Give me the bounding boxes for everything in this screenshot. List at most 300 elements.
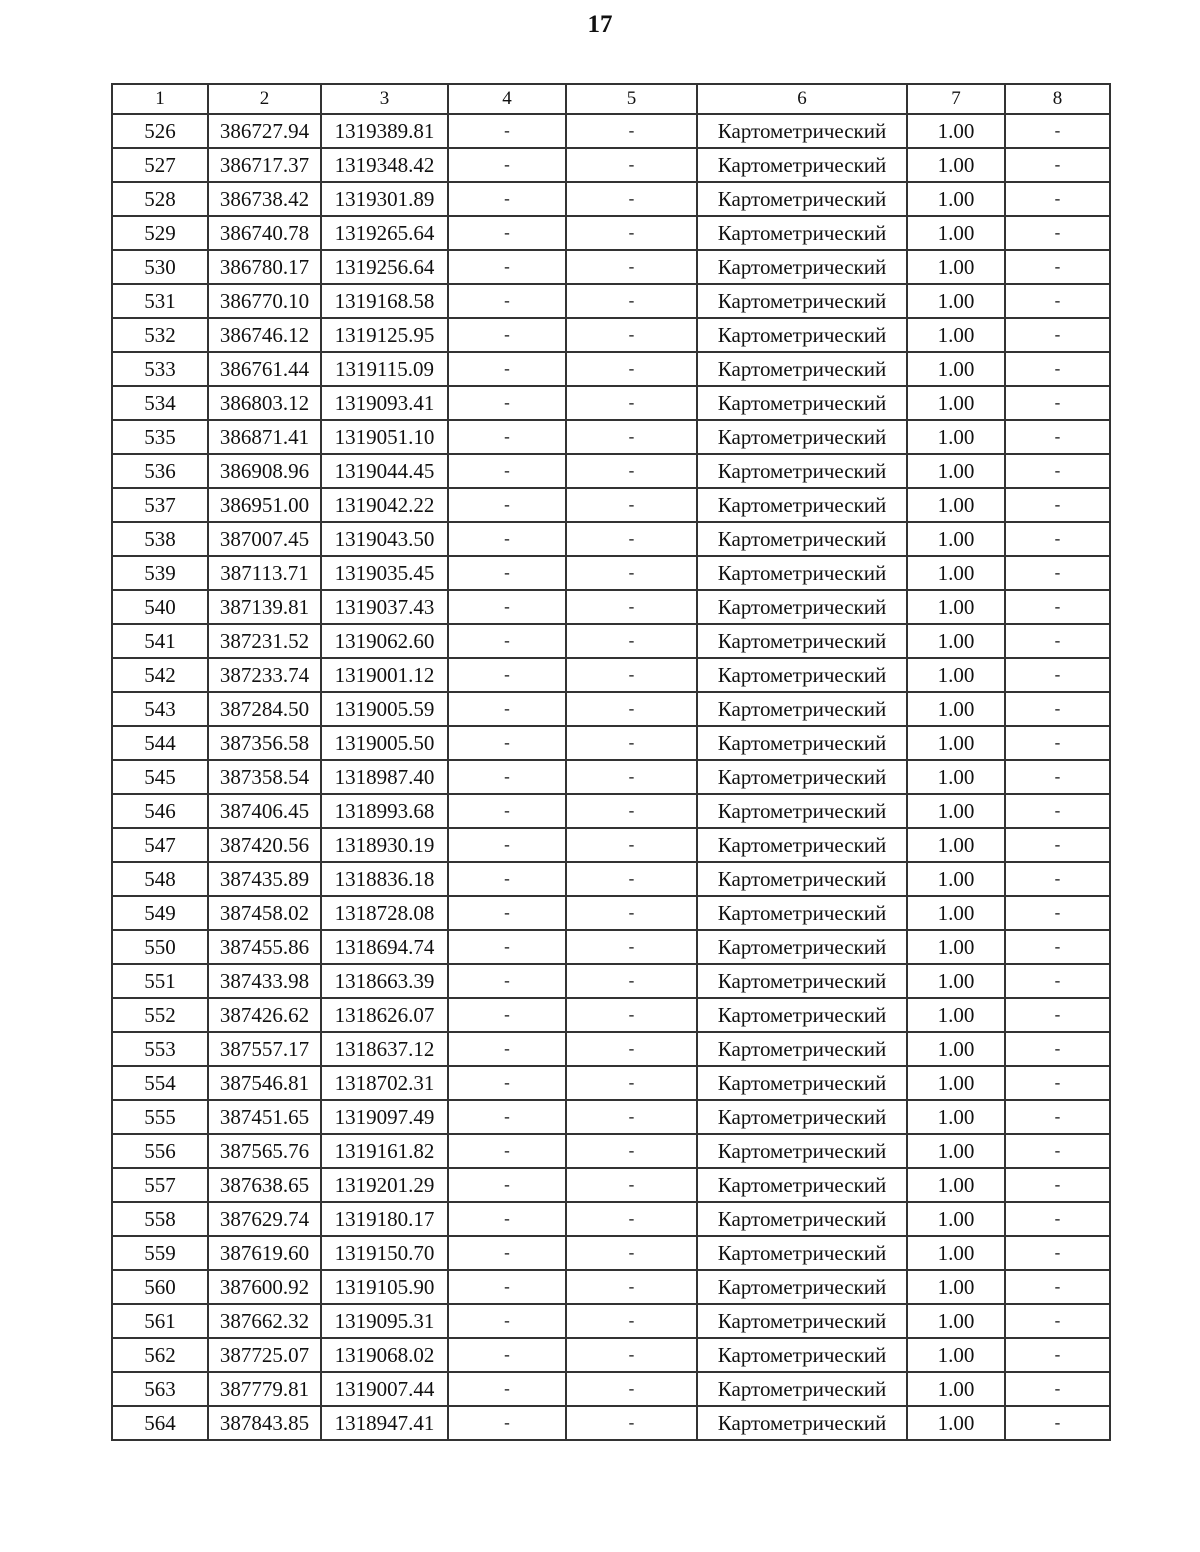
table-row <box>112 658 1110 692</box>
table-row <box>112 522 1110 556</box>
cell-accuracy: 1.00 <box>907 692 1005 726</box>
cell-col-8: - <box>1005 896 1110 930</box>
cell-accuracy: 1.00 <box>907 522 1005 556</box>
cell-coord-y: 1318993.68 <box>321 794 448 828</box>
table-row <box>112 488 1110 522</box>
cell-coord-y: 1319265.64 <box>321 216 448 250</box>
cell-coord-y: 1318626.07 <box>321 998 448 1032</box>
cell-accuracy: 1.00 <box>907 998 1005 1032</box>
cell-coord-y: 1319093.41 <box>321 386 448 420</box>
cell-method: Картометрический <box>697 216 907 250</box>
cell-point-number: 537 <box>112 488 208 522</box>
cell-coord-y: 1318987.40 <box>321 760 448 794</box>
cell-col-8: - <box>1005 760 1110 794</box>
cell-coord-x: 387231.52 <box>208 624 321 658</box>
cell-method: Картометрический <box>697 1304 907 1338</box>
cell-method: Картометрический <box>697 828 907 862</box>
cell-accuracy: 1.00 <box>907 352 1005 386</box>
cell-method: Картометрический <box>697 1066 907 1100</box>
cell-col-5: - <box>566 998 697 1032</box>
cell-point-number: 555 <box>112 1100 208 1134</box>
cell-col-8: - <box>1005 522 1110 556</box>
cell-accuracy: 1.00 <box>907 284 1005 318</box>
cell-col-8: - <box>1005 1372 1110 1406</box>
cell-col-5: - <box>566 284 697 318</box>
cell-accuracy: 1.00 <box>907 590 1005 624</box>
cell-col-5: - <box>566 1304 697 1338</box>
cell-col-5: - <box>566 1100 697 1134</box>
cell-coord-y: 1319105.90 <box>321 1270 448 1304</box>
cell-accuracy: 1.00 <box>907 1236 1005 1270</box>
cell-col-5: - <box>566 896 697 930</box>
cell-coord-y: 1319180.17 <box>321 1202 448 1236</box>
cell-accuracy: 1.00 <box>907 1270 1005 1304</box>
table-row <box>112 998 1110 1032</box>
table-row <box>112 862 1110 896</box>
cell-point-number: 540 <box>112 590 208 624</box>
cell-coord-x: 387139.81 <box>208 590 321 624</box>
cell-accuracy: 1.00 <box>907 148 1005 182</box>
cell-col-4: - <box>448 454 566 488</box>
cell-coord-y: 1319005.59 <box>321 692 448 726</box>
cell-coord-x: 387007.45 <box>208 522 321 556</box>
cell-coord-x: 387284.50 <box>208 692 321 726</box>
page-number: 17 <box>587 11 613 38</box>
cell-point-number: 542 <box>112 658 208 692</box>
cell-col-5: - <box>566 692 697 726</box>
cell-coord-x: 387433.98 <box>208 964 321 998</box>
table-row <box>112 1338 1110 1372</box>
cell-method: Картометрический <box>697 794 907 828</box>
cell-method: Картометрический <box>697 1270 907 1304</box>
cell-point-number: 561 <box>112 1304 208 1338</box>
cell-accuracy: 1.00 <box>907 658 1005 692</box>
table-row <box>112 1100 1110 1134</box>
coordinates-table <box>111 83 1111 1441</box>
cell-col-4: - <box>448 1134 566 1168</box>
cell-coord-y: 1319115.09 <box>321 352 448 386</box>
cell-point-number: 563 <box>112 1372 208 1406</box>
cell-coord-y: 1318702.31 <box>321 1066 448 1100</box>
cell-method: Картометрический <box>697 386 907 420</box>
cell-col-4: - <box>448 148 566 182</box>
cell-coord-y: 1318637.12 <box>321 1032 448 1066</box>
cell-point-number: 545 <box>112 760 208 794</box>
cell-col-5: - <box>566 148 697 182</box>
cell-col-4: - <box>448 1338 566 1372</box>
cell-col-4: - <box>448 1066 566 1100</box>
cell-method: Картометрический <box>697 692 907 726</box>
cell-coord-y: 1319095.31 <box>321 1304 448 1338</box>
table-row <box>112 896 1110 930</box>
cell-col-4: - <box>448 964 566 998</box>
cell-col-8: - <box>1005 250 1110 284</box>
cell-col-5: - <box>566 658 697 692</box>
cell-method: Картометрический <box>697 522 907 556</box>
cell-method: Картометрический <box>697 318 907 352</box>
table-row <box>112 318 1110 352</box>
cell-coord-y: 1319051.10 <box>321 420 448 454</box>
column-header-6: 6 <box>697 84 907 114</box>
cell-col-4: - <box>448 386 566 420</box>
cell-col-4: - <box>448 1032 566 1066</box>
cell-coord-x: 386951.00 <box>208 488 321 522</box>
cell-col-4: - <box>448 182 566 216</box>
table-body <box>112 114 1110 1440</box>
cell-col-5: - <box>566 1270 697 1304</box>
cell-point-number: 557 <box>112 1168 208 1202</box>
cell-accuracy: 1.00 <box>907 420 1005 454</box>
cell-col-4: - <box>448 1100 566 1134</box>
table-row <box>112 148 1110 182</box>
cell-col-5: - <box>566 1372 697 1406</box>
cell-coord-y: 1319062.60 <box>321 624 448 658</box>
cell-accuracy: 1.00 <box>907 1406 1005 1440</box>
table-row <box>112 828 1110 862</box>
cell-coord-x: 387435.89 <box>208 862 321 896</box>
cell-accuracy: 1.00 <box>907 386 1005 420</box>
table-row <box>112 352 1110 386</box>
cell-col-5: - <box>566 318 697 352</box>
cell-point-number: 541 <box>112 624 208 658</box>
cell-accuracy: 1.00 <box>907 726 1005 760</box>
cell-coord-y: 1318663.39 <box>321 964 448 998</box>
table-row <box>112 1066 1110 1100</box>
cell-col-4: - <box>448 318 566 352</box>
cell-coord-y: 1319256.64 <box>321 250 448 284</box>
table-row <box>112 1372 1110 1406</box>
column-header-8: 8 <box>1005 84 1110 114</box>
cell-col-5: - <box>566 182 697 216</box>
table-row <box>112 284 1110 318</box>
cell-accuracy: 1.00 <box>907 964 1005 998</box>
cell-method: Картометрический <box>697 1372 907 1406</box>
table-row <box>112 964 1110 998</box>
cell-coord-y: 1319168.58 <box>321 284 448 318</box>
cell-accuracy: 1.00 <box>907 216 1005 250</box>
table-row <box>112 1236 1110 1270</box>
cell-coord-y: 1318728.08 <box>321 896 448 930</box>
cell-coord-y: 1319005.50 <box>321 726 448 760</box>
cell-col-8: - <box>1005 1066 1110 1100</box>
table-row <box>112 420 1110 454</box>
cell-point-number: 528 <box>112 182 208 216</box>
cell-point-number: 550 <box>112 930 208 964</box>
cell-point-number: 560 <box>112 1270 208 1304</box>
cell-col-4: - <box>448 998 566 1032</box>
cell-method: Картометрический <box>697 1168 907 1202</box>
cell-method: Картометрический <box>697 250 907 284</box>
cell-col-8: - <box>1005 590 1110 624</box>
cell-coord-y: 1319301.89 <box>321 182 448 216</box>
cell-coord-x: 387546.81 <box>208 1066 321 1100</box>
cell-col-4: - <box>448 420 566 454</box>
cell-col-8: - <box>1005 1304 1110 1338</box>
cell-coord-x: 387565.76 <box>208 1134 321 1168</box>
cell-accuracy: 1.00 <box>907 862 1005 896</box>
cell-accuracy: 1.00 <box>907 114 1005 148</box>
cell-col-5: - <box>566 1338 697 1372</box>
cell-method: Картометрический <box>697 726 907 760</box>
cell-col-5: - <box>566 522 697 556</box>
cell-coord-y: 1319125.95 <box>321 318 448 352</box>
cell-point-number: 553 <box>112 1032 208 1066</box>
cell-col-5: - <box>566 216 697 250</box>
cell-col-5: - <box>566 1134 697 1168</box>
cell-accuracy: 1.00 <box>907 1202 1005 1236</box>
cell-col-4: - <box>448 726 566 760</box>
cell-point-number: 527 <box>112 148 208 182</box>
cell-col-8: - <box>1005 828 1110 862</box>
cell-col-8: - <box>1005 1168 1110 1202</box>
cell-point-number: 532 <box>112 318 208 352</box>
cell-coord-y: 1319044.45 <box>321 454 448 488</box>
cell-col-5: - <box>566 250 697 284</box>
cell-coord-x: 387426.62 <box>208 998 321 1032</box>
cell-point-number: 543 <box>112 692 208 726</box>
cell-col-5: - <box>566 556 697 590</box>
cell-method: Картометрический <box>697 454 907 488</box>
cell-coord-x: 386740.78 <box>208 216 321 250</box>
cell-col-8: - <box>1005 624 1110 658</box>
column-header-3: 3 <box>321 84 448 114</box>
cell-point-number: 558 <box>112 1202 208 1236</box>
cell-coord-y: 1319097.49 <box>321 1100 448 1134</box>
cell-col-5: - <box>566 1236 697 1270</box>
table-row <box>112 1270 1110 1304</box>
table-row <box>112 556 1110 590</box>
cell-col-5: - <box>566 420 697 454</box>
cell-coord-x: 386727.94 <box>208 114 321 148</box>
cell-coord-y: 1318930.19 <box>321 828 448 862</box>
cell-col-5: - <box>566 1202 697 1236</box>
cell-col-4: - <box>448 1236 566 1270</box>
cell-col-4: - <box>448 692 566 726</box>
cell-coord-x: 387358.54 <box>208 760 321 794</box>
cell-method: Картометрический <box>697 964 907 998</box>
table-row <box>112 692 1110 726</box>
cell-coord-y: 1319068.02 <box>321 1338 448 1372</box>
table-row <box>112 624 1110 658</box>
cell-col-8: - <box>1005 998 1110 1032</box>
cell-coord-x: 387233.74 <box>208 658 321 692</box>
cell-point-number: 564 <box>112 1406 208 1440</box>
cell-col-5: - <box>566 794 697 828</box>
cell-accuracy: 1.00 <box>907 182 1005 216</box>
cell-col-8: - <box>1005 454 1110 488</box>
cell-col-8: - <box>1005 1100 1110 1134</box>
cell-accuracy: 1.00 <box>907 794 1005 828</box>
cell-coord-x: 387451.65 <box>208 1100 321 1134</box>
cell-col-5: - <box>566 1406 697 1440</box>
cell-col-8: - <box>1005 114 1110 148</box>
cell-point-number: 538 <box>112 522 208 556</box>
cell-accuracy: 1.00 <box>907 1100 1005 1134</box>
cell-point-number: 552 <box>112 998 208 1032</box>
cell-col-4: - <box>448 1406 566 1440</box>
cell-coord-y: 1319042.22 <box>321 488 448 522</box>
table-row <box>112 386 1110 420</box>
cell-coord-x: 387420.56 <box>208 828 321 862</box>
cell-col-8: - <box>1005 1134 1110 1168</box>
table-row <box>112 1032 1110 1066</box>
cell-point-number: 544 <box>112 726 208 760</box>
cell-point-number: 530 <box>112 250 208 284</box>
cell-col-5: - <box>566 930 697 964</box>
cell-col-8: - <box>1005 1406 1110 1440</box>
cell-point-number: 536 <box>112 454 208 488</box>
cell-col-8: - <box>1005 216 1110 250</box>
cell-col-8: - <box>1005 658 1110 692</box>
cell-col-8: - <box>1005 726 1110 760</box>
cell-coord-x: 386738.42 <box>208 182 321 216</box>
cell-col-4: - <box>448 556 566 590</box>
cell-col-8: - <box>1005 420 1110 454</box>
cell-coord-x: 386761.44 <box>208 352 321 386</box>
cell-col-4: - <box>448 590 566 624</box>
cell-point-number: 531 <box>112 284 208 318</box>
cell-coord-x: 386780.17 <box>208 250 321 284</box>
cell-col-4: - <box>448 896 566 930</box>
column-header-2: 2 <box>208 84 321 114</box>
cell-method: Картометрический <box>697 1202 907 1236</box>
table-row <box>112 726 1110 760</box>
cell-method: Картометрический <box>697 1338 907 1372</box>
cell-accuracy: 1.00 <box>907 556 1005 590</box>
cell-coord-x: 387779.81 <box>208 1372 321 1406</box>
cell-accuracy: 1.00 <box>907 896 1005 930</box>
cell-accuracy: 1.00 <box>907 318 1005 352</box>
cell-col-8: - <box>1005 794 1110 828</box>
table-row <box>112 216 1110 250</box>
cell-col-8: - <box>1005 930 1110 964</box>
cell-col-5: - <box>566 590 697 624</box>
cell-coord-y: 1319001.12 <box>321 658 448 692</box>
cell-point-number: 559 <box>112 1236 208 1270</box>
cell-point-number: 554 <box>112 1066 208 1100</box>
cell-coord-x: 386908.96 <box>208 454 321 488</box>
cell-col-4: - <box>448 114 566 148</box>
cell-point-number: 562 <box>112 1338 208 1372</box>
cell-coord-x: 386770.10 <box>208 284 321 318</box>
cell-point-number: 549 <box>112 896 208 930</box>
cell-point-number: 551 <box>112 964 208 998</box>
column-header-7: 7 <box>907 84 1005 114</box>
table-row <box>112 1304 1110 1338</box>
cell-method: Картометрический <box>697 352 907 386</box>
cell-method: Картометрический <box>697 862 907 896</box>
cell-coord-x: 387557.17 <box>208 1032 321 1066</box>
cell-coord-x: 387113.71 <box>208 556 321 590</box>
cell-col-8: - <box>1005 148 1110 182</box>
cell-coord-x: 387629.74 <box>208 1202 321 1236</box>
cell-method: Картометрический <box>697 760 907 794</box>
cell-col-8: - <box>1005 284 1110 318</box>
cell-col-4: - <box>448 1202 566 1236</box>
cell-accuracy: 1.00 <box>907 250 1005 284</box>
cell-accuracy: 1.00 <box>907 1032 1005 1066</box>
cell-accuracy: 1.00 <box>907 828 1005 862</box>
cell-method: Картометрический <box>697 930 907 964</box>
cell-col-4: - <box>448 760 566 794</box>
cell-col-4: - <box>448 1372 566 1406</box>
cell-col-4: - <box>448 658 566 692</box>
cell-coord-x: 387619.60 <box>208 1236 321 1270</box>
table-row <box>112 250 1110 284</box>
cell-point-number: 533 <box>112 352 208 386</box>
cell-accuracy: 1.00 <box>907 930 1005 964</box>
cell-method: Картометрический <box>697 1100 907 1134</box>
cell-col-4: - <box>448 794 566 828</box>
cell-col-4: - <box>448 624 566 658</box>
cell-col-4: - <box>448 1168 566 1202</box>
cell-coord-y: 1319037.43 <box>321 590 448 624</box>
cell-coord-y: 1319035.45 <box>321 556 448 590</box>
cell-accuracy: 1.00 <box>907 624 1005 658</box>
table-row <box>112 454 1110 488</box>
cell-col-5: - <box>566 624 697 658</box>
cell-col-5: - <box>566 726 697 760</box>
table-row <box>112 590 1110 624</box>
cell-coord-y: 1319201.29 <box>321 1168 448 1202</box>
cell-col-8: - <box>1005 1236 1110 1270</box>
cell-col-4: - <box>448 216 566 250</box>
cell-coord-x: 387725.07 <box>208 1338 321 1372</box>
cell-col-5: - <box>566 964 697 998</box>
table-row <box>112 760 1110 794</box>
cell-method: Картометрический <box>697 556 907 590</box>
cell-coord-y: 1319161.82 <box>321 1134 448 1168</box>
table-row <box>112 794 1110 828</box>
cell-coord-y: 1319043.50 <box>321 522 448 556</box>
cell-coord-y: 1319348.42 <box>321 148 448 182</box>
cell-point-number: 546 <box>112 794 208 828</box>
cell-col-5: - <box>566 760 697 794</box>
cell-method: Картометрический <box>697 148 907 182</box>
cell-accuracy: 1.00 <box>907 454 1005 488</box>
cell-col-4: - <box>448 522 566 556</box>
cell-col-4: - <box>448 250 566 284</box>
table-header-row <box>112 84 1110 114</box>
cell-coord-x: 387356.58 <box>208 726 321 760</box>
cell-col-5: - <box>566 488 697 522</box>
cell-col-8: - <box>1005 1032 1110 1066</box>
column-header-1: 1 <box>112 84 208 114</box>
table-row <box>112 1406 1110 1440</box>
cell-col-4: - <box>448 862 566 896</box>
table-row <box>112 1168 1110 1202</box>
cell-col-4: - <box>448 1270 566 1304</box>
cell-col-5: - <box>566 828 697 862</box>
cell-point-number: 526 <box>112 114 208 148</box>
cell-coord-x: 387662.32 <box>208 1304 321 1338</box>
cell-coord-x: 386803.12 <box>208 386 321 420</box>
cell-coord-x: 387455.86 <box>208 930 321 964</box>
cell-col-4: - <box>448 930 566 964</box>
cell-point-number: 547 <box>112 828 208 862</box>
cell-coord-y: 1319150.70 <box>321 1236 448 1270</box>
table-row <box>112 114 1110 148</box>
cell-point-number: 548 <box>112 862 208 896</box>
cell-col-4: - <box>448 352 566 386</box>
cell-method: Картометрический <box>697 624 907 658</box>
cell-coord-x: 387406.45 <box>208 794 321 828</box>
cell-method: Картометрический <box>697 182 907 216</box>
cell-col-8: - <box>1005 862 1110 896</box>
cell-coord-y: 1319389.81 <box>321 114 448 148</box>
cell-col-8: - <box>1005 1202 1110 1236</box>
table-row <box>112 1202 1110 1236</box>
